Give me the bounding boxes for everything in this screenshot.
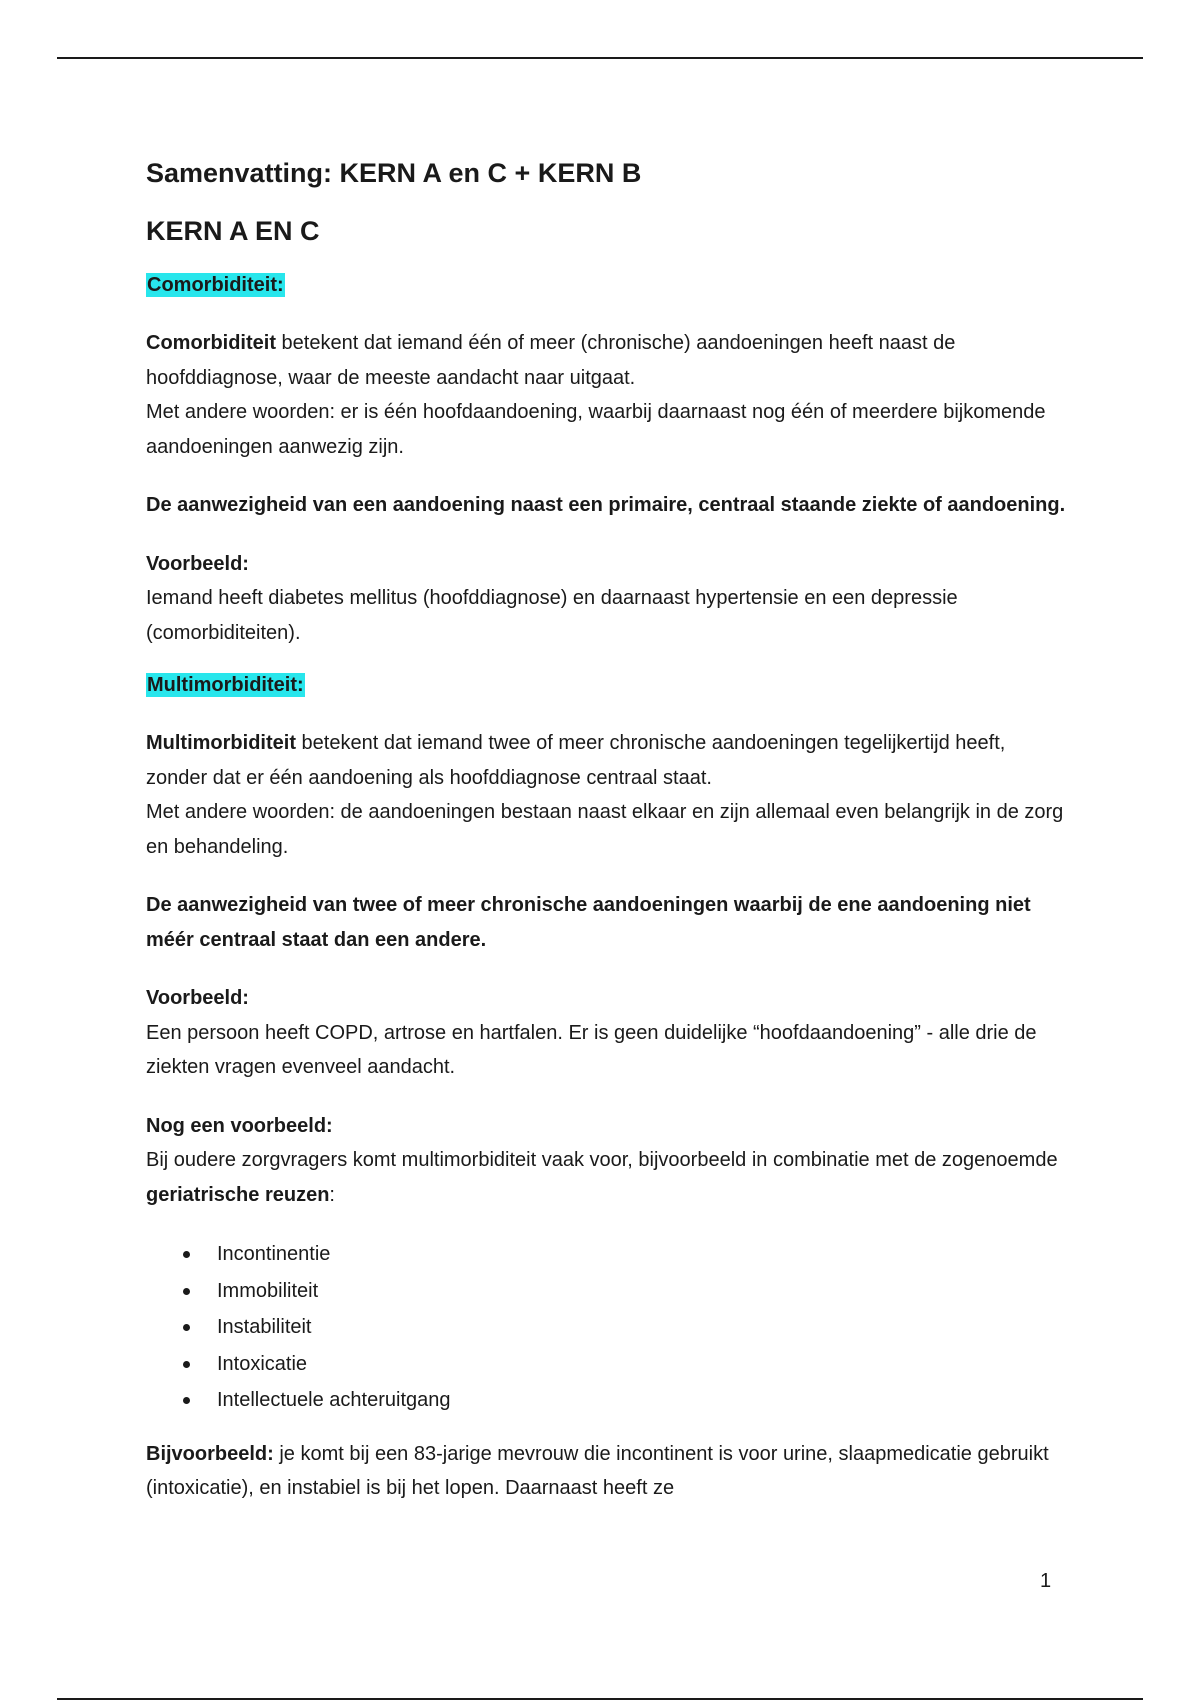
comorbiditeit-label: [146, 268, 1066, 302]
page-number: 1: [1040, 1570, 1052, 1592]
multimorbiditeit-example2: [146, 1109, 1066, 1213]
multimorbiditeit-term: Multimorbiditeit: [146, 732, 296, 754]
multimorbiditeit-example-label: Voorbeeld:: [146, 987, 249, 1009]
list-item: Incontinentie: [217, 1236, 1066, 1273]
bijvoorbeeld-text: je komt bij een 83-jarige mevrouw die incontinent is voor urine, slaapmedicatie gebruikt (intoxicatie), en instabiel is bij het lopen. Daarnaast heeft ze: [146, 1442, 1049, 1499]
bijvoorbeeld-case: [146, 1437, 1066, 1506]
multimorbiditeit-label: [146, 668, 1066, 702]
multimorbiditeit-example-text: Een persoon heeft COPD, artrose en hartfalen. Er is geen duidelijke “hoofdaandoening” - alle drie de ziekten vragen evenveel aandacht.: [146, 1021, 1037, 1078]
multimorbiditeit-highlight: Multimorbiditeit:: [147, 674, 304, 696]
comorbiditeit-intro-text: betekent dat iemand één of meer (chronische) aandoeningen heeft naast de hoofddiagnose, waar de meeste aandacht naar uitgaat.: [146, 332, 956, 389]
comorbiditeit-example: [146, 547, 1066, 651]
comorbiditeit-highlight: Comorbiditeit:: [147, 274, 284, 296]
list-item: Immobiliteit: [217, 1273, 1066, 1310]
comorbiditeit-example-label: Voorbeeld:: [146, 552, 249, 575]
list-item: Instabiliteit: [217, 1309, 1066, 1346]
header-rule: [57, 57, 1143, 59]
multimorbiditeit-example2-text: Bij oudere zorgvragers komt multimorbiditeit vaak voor, bijvoorbeeld in combinatie met de zogenoemde: [146, 1149, 1058, 1171]
multimorbiditeit-example: [146, 981, 1066, 1085]
bijvoorbeeld-label: Bijvoorbeeld:: [146, 1442, 274, 1465]
multimorbiditeit-explanation: Met andere woorden: de aandoeningen bestaan naast elkaar en zijn allemaal even belangrijk in de zorg en behandeling.: [146, 801, 1064, 858]
comorbiditeit-example-text: Iemand heeft diabetes mellitus (hoofddiagnose) en daarnaast hypertensie en een depressie (comorbiditeiten).: [146, 587, 958, 644]
document-title: Samenvatting: KERN A en C + KERN B: [146, 158, 642, 188]
multimorbiditeit-example2-colon: :: [329, 1183, 335, 1206]
multimorbiditeit-intro: [146, 726, 1066, 864]
list-item: Intellectuele achteruitgang: [217, 1382, 1066, 1419]
document-page: [146, 140, 1066, 1506]
comorbiditeit-explanation: Met andere woorden: er is één hoofdaandoening, waarbij daarnaast nog één of meerdere bijkomende aandoeningen aanwezig zijn.: [146, 401, 1046, 458]
list-item: Intoxicatie: [217, 1346, 1066, 1383]
multimorbiditeit-example2-label: Nog een voorbeeld:: [146, 1114, 333, 1137]
multimorbiditeit-definition: De aanwezigheid van twee of meer chronische aandoeningen waarbij de ene aandoening niet méér centraal staat dan een andere.: [146, 894, 1031, 951]
comorbiditeit-definition: De aanwezigheid van een aandoening naast een primaire, centraal staande ziekte of aandoening.: [146, 494, 1066, 516]
comorbiditeit-intro: [146, 326, 1066, 464]
comorbiditeit-term: Comorbiditeit: [146, 332, 276, 354]
multimorbiditeit-intro-text: betekent dat iemand twee of meer chronische aandoeningen tegelijkertijd heeft, zonder dat er één aandoening als hoofddiagnose centraal staat.: [146, 732, 1006, 789]
section-heading-kern-a-en-c: KERN A EN C: [146, 216, 320, 246]
geriatrische-reuzen-term: geriatrische reuzen: [146, 1183, 330, 1206]
geriatrische-reuzen-list: [146, 1236, 1066, 1419]
